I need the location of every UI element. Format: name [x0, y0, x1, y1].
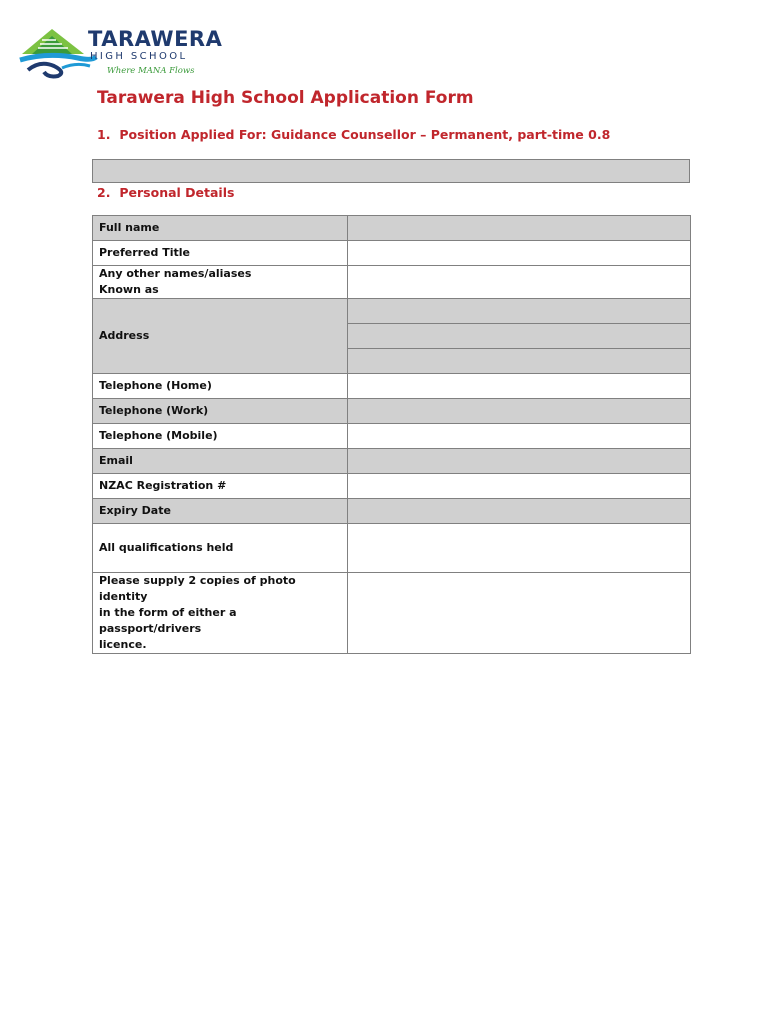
- section-number: 1.: [97, 127, 111, 142]
- table-row: [93, 524, 691, 573]
- table-row: [93, 241, 691, 266]
- section-position-heading: [97, 127, 610, 142]
- row-label: Full name: [93, 216, 348, 241]
- row-label: [93, 266, 348, 299]
- section-number: 2.: [97, 185, 111, 200]
- table-row: [93, 449, 691, 474]
- photo-identity-field[interactable]: [348, 573, 691, 654]
- row-label-line: Known as: [99, 283, 159, 296]
- row-label: Expiry Date: [93, 499, 348, 524]
- row-label: All qualifications held: [93, 524, 348, 573]
- row-label: Telephone (Mobile): [93, 424, 348, 449]
- logo-name: TARAWERA: [88, 27, 223, 51]
- address-line-1-field[interactable]: [348, 299, 691, 324]
- address-line-3-field[interactable]: [348, 349, 691, 374]
- table-row: [93, 424, 691, 449]
- row-label: Email: [93, 449, 348, 474]
- expiry-date-field[interactable]: [348, 499, 691, 524]
- other-names-field[interactable]: [348, 266, 691, 299]
- row-label: NZAC Registration #: [93, 474, 348, 499]
- nzac-registration-field[interactable]: [348, 474, 691, 499]
- row-label: Address: [93, 299, 348, 374]
- form-title: Tarawera High School Application Form: [97, 88, 474, 108]
- position-input-field[interactable]: [92, 159, 690, 183]
- table-row: [93, 266, 691, 299]
- row-label-line: Any other names/aliases: [99, 267, 252, 280]
- table-row: [93, 499, 691, 524]
- qualifications-field[interactable]: [348, 524, 691, 573]
- section-text: Personal Details: [119, 185, 235, 200]
- school-logo: [18, 24, 228, 84]
- section-personal-heading: [97, 185, 234, 200]
- preferred-title-field[interactable]: [348, 241, 691, 266]
- mountain-wave-icon: [18, 24, 98, 84]
- telephone-work-field[interactable]: [348, 399, 691, 424]
- row-label: [93, 573, 348, 654]
- row-label: Telephone (Home): [93, 374, 348, 399]
- row-label-line: in the form of either a passport/drivers: [99, 606, 237, 635]
- logo-tagline: Where MANA Flows: [107, 66, 195, 76]
- table-row: [93, 299, 691, 324]
- telephone-home-field[interactable]: [348, 374, 691, 399]
- table-row: [93, 474, 691, 499]
- table-row: [93, 399, 691, 424]
- full-name-field[interactable]: [348, 216, 691, 241]
- logo-subtitle: HIGH SCHOOL: [90, 51, 188, 62]
- row-label-line: Please supply 2 copies of photo identity: [99, 574, 296, 603]
- personal-details-table: [92, 215, 691, 654]
- row-label-line: licence.: [99, 638, 147, 651]
- section-text: Position Applied For: Guidance Counsellor – Permanent, part-time 0.8: [119, 127, 611, 142]
- address-line-2-field[interactable]: [348, 324, 691, 349]
- table-row: [93, 216, 691, 241]
- row-label: Telephone (Work): [93, 399, 348, 424]
- email-field[interactable]: [348, 449, 691, 474]
- row-label: Preferred Title: [93, 241, 348, 266]
- telephone-mobile-field[interactable]: [348, 424, 691, 449]
- table-row: [93, 374, 691, 399]
- table-row: [93, 573, 691, 654]
